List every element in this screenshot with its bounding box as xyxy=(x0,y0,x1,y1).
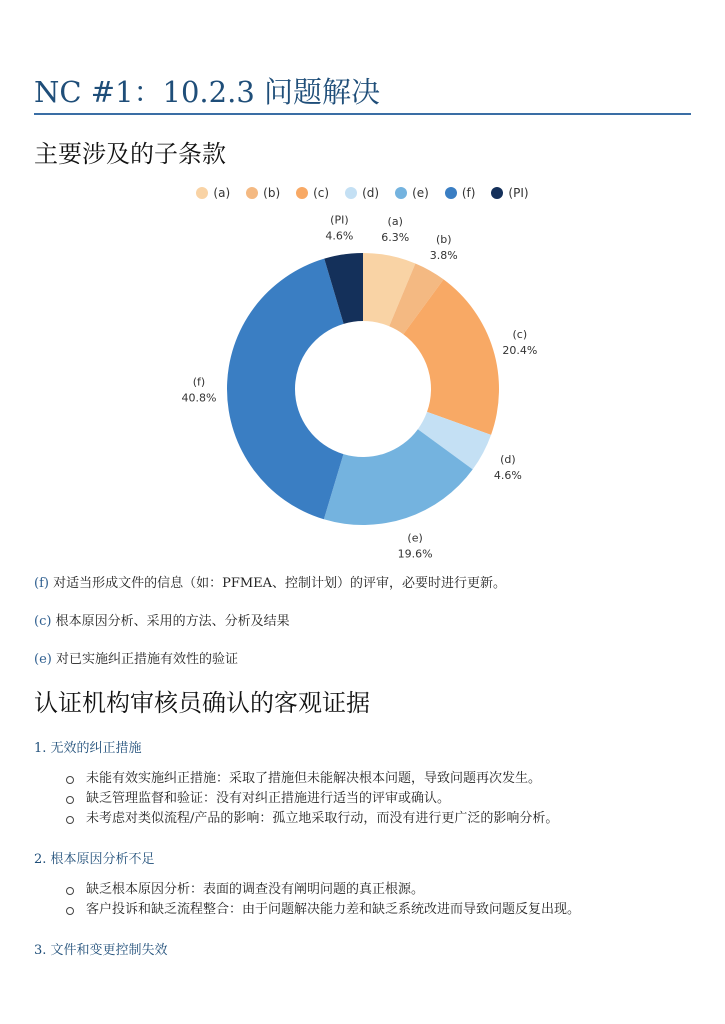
slice-category-label: (d) xyxy=(500,452,516,466)
slice-category-label: (b) xyxy=(435,233,452,247)
legend-label: (PI) xyxy=(508,186,529,200)
list-item: 未能有效实施纠正措施：采取了措施但未能解决根本问题，导致问题再次发生。 xyxy=(64,769,558,789)
legend-label: (b) xyxy=(263,186,281,200)
note-item xyxy=(34,648,238,667)
note-text: 根本原因分析、采用的方法、分析及结果 xyxy=(51,614,290,629)
slice-value-label: 3.8% xyxy=(429,249,458,263)
list-item: 未考虑对类似流程/产品的影响：孤立地采取行动，而没有进行更广泛的影响分析。 xyxy=(64,809,558,829)
legend-label: (e) xyxy=(412,186,429,200)
page-title: NC #1：10.2.3 问题解决 xyxy=(34,75,380,109)
note-text: 对已实施纠正措施有效性的验证 xyxy=(51,652,238,667)
slice-value-label: 6.3% xyxy=(381,231,410,245)
legend-label: (a) xyxy=(213,186,231,200)
evidence-group-title: 1. 无效的纠正措施 xyxy=(34,741,142,756)
slice-value-label: 20.4% xyxy=(502,344,538,358)
slice-category-label: (c) xyxy=(512,328,528,342)
note-code: (e) xyxy=(34,652,52,667)
list-item: 缺乏管理监督和验证：没有对纠正措施进行适当的评审或确认。 xyxy=(64,789,558,809)
section-heading-subclauses: 主要涉及的子条款 xyxy=(34,140,226,168)
note-item xyxy=(34,610,290,629)
note-item xyxy=(34,572,506,591)
list-item: 客户投诉和缺乏流程整合：由于问题解决能力差和缺乏系统改进而导致问题反复出现。 xyxy=(64,900,580,920)
evidence-group-title: 3. 文件和变更控制失效 xyxy=(34,943,168,958)
note-code: (f) xyxy=(34,576,49,591)
evidence-list xyxy=(64,769,558,829)
slice-category-label: (PI) xyxy=(330,213,349,227)
legend-label: (f) xyxy=(461,186,476,200)
legend-label: (c) xyxy=(313,186,330,200)
slice-value-label: 4.6% xyxy=(325,229,354,243)
slice-category-label: (f) xyxy=(192,375,206,389)
slice-value-label: 4.6% xyxy=(493,468,522,482)
note-text: 对适当形成文件的信息（如：PFMEA、控制计划）的评审，必要时进行更新。 xyxy=(48,576,507,591)
slice-value-label: 19.6% xyxy=(397,547,433,561)
section-heading-evidence: 认证机构审核员确认的客观证据 xyxy=(34,689,370,717)
note-code: (c) xyxy=(34,614,52,629)
evidence-list xyxy=(64,880,580,920)
list-item: 缺乏根本原因分析：表面的调查没有阐明问题的真正根源。 xyxy=(64,880,580,900)
donut-slice xyxy=(227,259,344,520)
slice-category-label: (a) xyxy=(387,215,403,229)
slice-category-label: (e) xyxy=(407,531,423,545)
slice-value-label: 40.8% xyxy=(181,391,217,405)
legend-label: (d) xyxy=(362,186,380,200)
evidence-group-title: 2. 根本原因分析不足 xyxy=(34,852,155,867)
